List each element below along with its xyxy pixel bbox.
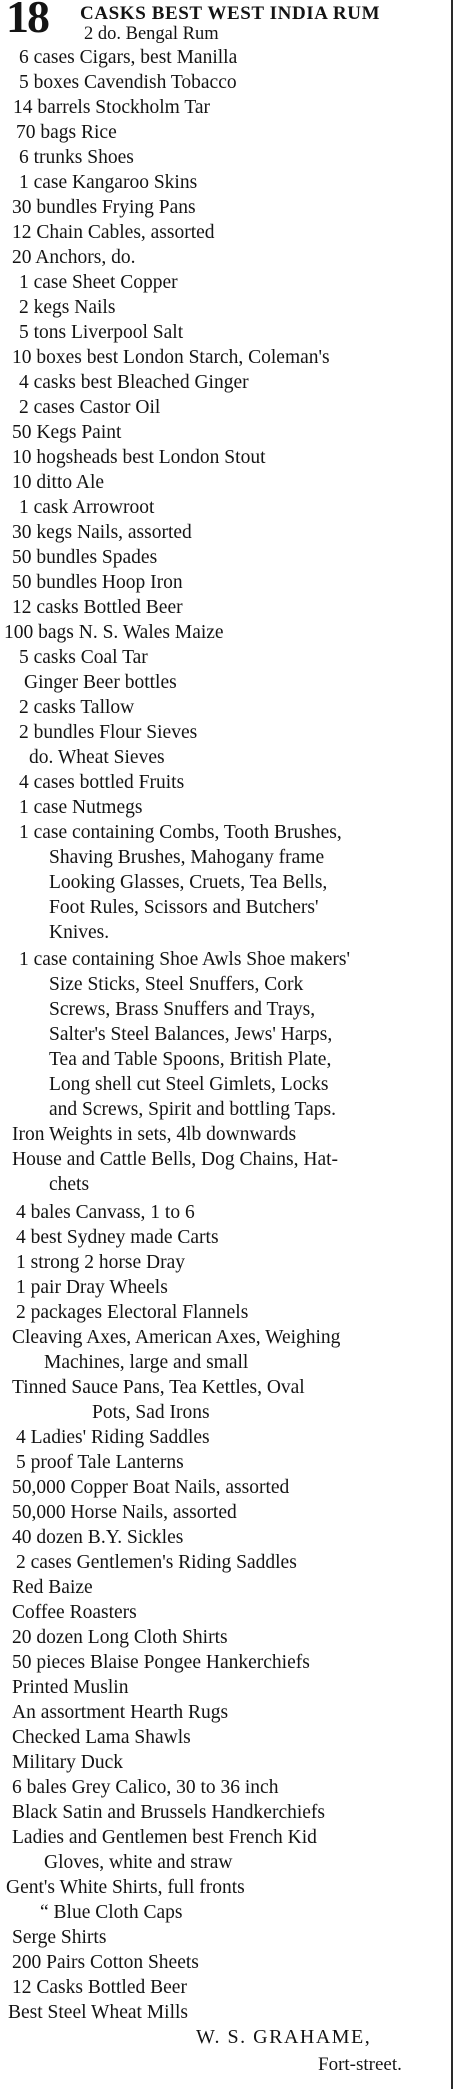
list-item: 10 hogsheads best London Stout [12,447,266,468]
list-item: Knives. [49,922,110,943]
list-item: do. Wheat Sieves [29,747,165,768]
list-item: 1 case Kangaroo Skins [19,172,198,193]
list-item: House and Cattle Bells, Dog Chains, Hat- [12,1149,339,1170]
list-item: 4 bales Canvass, 1 to 6 [16,1202,195,1223]
list-item: 50 Kegs Paint [12,422,122,443]
header-title: CASKS BEST WEST INDIA RUM [80,3,381,24]
list-item: Foot Rules, Scissors and Butchers' [49,897,319,918]
list-item: 4 cases bottled Fruits [19,772,185,793]
list-item: 50 bundles Hoop Iron [12,572,183,593]
list-item: Best Steel Wheat Mills [8,2002,188,2023]
list-item: 1 case Nutmegs [19,797,143,818]
list-item: 12 Chain Cables, assorted [12,222,215,243]
list-item: Tinned Sauce Pans, Tea Kettles, Oval [12,1377,305,1398]
list-item: 1 pair Dray Wheels [16,1277,168,1298]
list-item: 10 ditto Ale [12,472,105,493]
list-item: 20 dozen Long Cloth Shirts [12,1627,228,1648]
list-item: 50,000 Copper Boat Nails, assorted [12,1477,290,1498]
list-item: 1 cask Arrowroot [19,497,155,518]
list-item: Printed Muslin [12,1677,129,1698]
list-item: Serge Shirts [12,1927,107,1948]
list-item: 1 case Sheet Copper [19,272,178,293]
list-item: Machines, large and small [44,1352,249,1373]
list-item: chets [49,1174,90,1195]
list-item: 6 cases Cigars, best Manilla [19,47,238,68]
list-item: 2 bundles Flour Sieves [19,722,198,743]
list-item: Gloves, white and straw [44,1852,233,1873]
column-rule [451,0,453,2089]
list-item: Long shell cut Steel Gimlets, Locks [49,1074,329,1095]
list-item: 2 casks Tallow [19,697,135,718]
list-item: 70 bags Rice [16,122,117,143]
list-item: Military Duck [12,1752,124,1773]
list-item: 4 Ladies' Riding Saddles [16,1427,210,1448]
list-item: 12 casks Bottled Beer [12,597,183,618]
list-item: Looking Glasses, Cruets, Tea Bells, [49,872,328,893]
list-item: Size Sticks, Steel Snuffers, Cork [49,974,304,995]
header-number: 18 [6,0,48,42]
list-item: Ladies and Gentlemen best French Kid [12,1827,317,1848]
list-item: 1 case containing Combs, Tooth Brushes, [19,822,342,843]
list-item: Tea and Table Spoons, British Plate, [49,1049,332,1070]
list-item: 2 kegs Nails [19,297,116,318]
list-item: Pots, Sad Irons [92,1402,210,1423]
list-item: 4 casks best Bleached Ginger [19,372,249,393]
list-item: Black Satin and Brussels Handkerchiefs [12,1802,326,1823]
list-item: 20 Anchors, do. [12,247,136,268]
list-item: 12 Casks Bottled Beer [12,1977,187,1998]
list-item: 50 bundles Spades [12,547,158,568]
list-item: 30 kegs Nails, assorted [12,522,192,543]
list-item: 30 bundles Frying Pans [12,197,196,218]
list-item: Cleaving Axes, American Axes, Weighing [12,1327,341,1348]
list-item: Coffee Roasters [12,1602,137,1623]
list-item: 6 trunks Shoes [19,147,134,168]
list-item: and Screws, Spirit and bottling Taps. [49,1099,336,1120]
list-item: 2 cases Gentlemen's Riding Saddles [16,1552,297,1573]
advertisement-header [6,0,451,44]
list-item: 2 packages Electoral Flannels [16,1302,249,1323]
list-item: Shaving Brushes, Mahogany frame [49,847,325,868]
list-item: “ Blue Cloth Caps [40,1902,183,1923]
list-item: 2 cases Castor Oil [19,397,161,418]
list-item: Red Baize [12,1577,93,1598]
list-item: 1 strong 2 horse Dray [16,1252,185,1273]
merchant-address: Fort-street. [318,2054,402,2075]
list-item: 50,000 Horse Nails, assorted [12,1502,237,1523]
list-item: 5 casks Coal Tar [19,647,148,668]
list-item: 5 tons Liverpool Salt [19,322,184,343]
list-item: Checked Lama Shawls [12,1727,191,1748]
list-item: Ginger Beer bottles [24,672,177,693]
list-item: 14 barrels Stockholm Tar [13,97,211,118]
list-item: 5 proof Tale Lanterns [16,1452,184,1473]
list-item: Gent's White Shirts, full fronts [6,1877,245,1898]
list-item: Salter's Steel Balances, Jews' Harps, [49,1024,333,1045]
list-item: 50 pieces Blaise Pongee Hankerchiefs [12,1652,310,1673]
list-item: 1 case containing Shoe Awls Shoe makers' [19,949,350,970]
list-item: 4 best Sydney made Carts [16,1227,219,1248]
list-item: Screws, Brass Snuffers and Trays, [49,999,316,1020]
header-subtitle: 2 do. Bengal Rum [84,24,219,44]
merchant-signature: W. S. GRAHAME, [196,2026,372,2048]
list-item: 100 bags N. S. Wales Maize [4,622,224,643]
list-item: An assortment Hearth Rugs [12,1702,229,1723]
list-item: 40 dozen B.Y. Sickles [12,1527,184,1548]
list-item: Iron Weights in sets, 4lb downwards [12,1124,297,1145]
list-item: 6 bales Grey Calico, 30 to 36 inch [12,1777,279,1798]
list-item: 10 boxes best London Starch, Coleman's [12,347,330,368]
list-item: 5 boxes Cavendish Tobacco [19,72,237,93]
list-item: 200 Pairs Cotton Sheets [12,1952,199,1973]
